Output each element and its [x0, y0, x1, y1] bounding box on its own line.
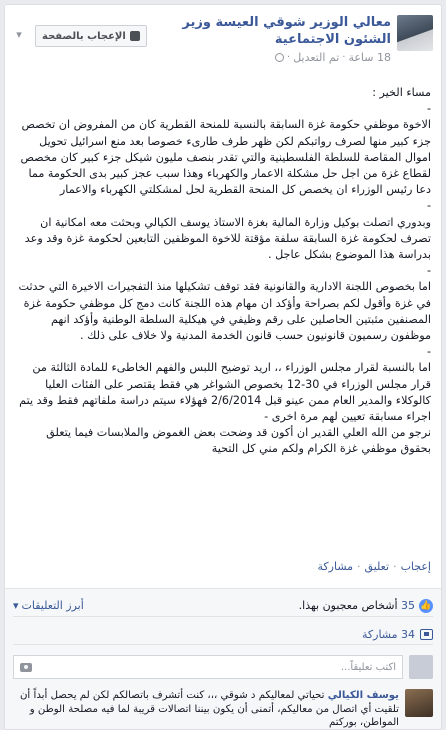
feedback-section [5, 588, 441, 729]
comment-placeholder: اكتب تعليقاً... [340, 661, 396, 673]
post-text [17, 85, 431, 458]
post-header [5, 5, 441, 79]
commenter-avatar[interactable] [405, 689, 433, 717]
like-link[interactable]: إعجاب [400, 560, 431, 573]
comment-body [13, 689, 399, 730]
globe-icon[interactable] [275, 53, 284, 62]
comment-composer [13, 652, 433, 682]
page-avatar[interactable] [397, 15, 433, 51]
post-separator: - [426, 345, 431, 359]
share-icon [420, 629, 433, 640]
thumb-up-icon [130, 31, 140, 41]
post-paragraph: نرجو من الله العلي القدير ان أكون قد وضحت بعض الغموض والملابسات فيما يتعلق بحقوق موظفي غزة الكرام ولكم مني كل التحية [46, 426, 431, 456]
comment-author[interactable]: يوسف الكيالي [327, 690, 399, 701]
post-card [4, 4, 442, 730]
likes-row [13, 595, 433, 617]
comment-text: تحياتي لمعاليكم د شوقي ،،، كنت أتشرف باتصالكم لكن لم يحصل أبداً أن تلقيت أي اتصال من معاليكم، أتمنى أن يكون بيننا اتصالات قريبة لما فيه مصلحة الوطن و المواطن، بوركتم [19, 690, 399, 728]
chevron-down-icon: ▾ [13, 599, 19, 612]
meta-separator: · [342, 52, 346, 63]
post-meta [275, 51, 391, 64]
timestamp[interactable]: 18 ساعة [348, 51, 391, 64]
action-separator: · [393, 560, 397, 573]
top-comments-dropdown[interactable] [13, 599, 84, 612]
comment-link[interactable]: تعليق [364, 560, 390, 573]
comment-item [13, 689, 433, 730]
edited-label[interactable]: تم التعديل [293, 51, 340, 64]
post-separator: - [426, 199, 431, 213]
share-link[interactable]: مشاركة [317, 560, 354, 573]
likes-summary[interactable] [299, 599, 433, 613]
like-page-button[interactable] [35, 25, 147, 47]
shares-count: 34 مشاركة [362, 628, 415, 641]
comment-input[interactable] [13, 655, 403, 679]
camera-icon[interactable] [20, 663, 32, 672]
meta-separator: · [287, 52, 291, 63]
like-page-label: الإعجاب بالصفحة [42, 30, 126, 42]
post-paragraph: اما بالنسبة لقرار مجلس الوزراء ،، اريد توضيح اللبس والفهم الخاطىء للمادة الثالثة من قرار مجلس الوزراء في 30-12 بخصوص الشواغر هي فقط يقتصر على الفئات العليا كالوكلاء والمدير العام ممن عينو قبل 2/6/2014 فهؤلاء سيتم دراسة ملفاتهم فقط وقد يتم اجراء مسابقة تعيين لهم مرة اخرى - [19, 361, 431, 424]
post-greeting: مساء الخير : [372, 86, 431, 99]
viewer-avatar [409, 655, 433, 679]
chevron-down-icon[interactable]: ▾ [16, 28, 22, 41]
action-separator: · [357, 560, 361, 573]
post-paragraph: اما بخصوص اللجنة الادارية والقانونية فقد توقف تشكيلها منذ التفجيرات الاخيرة التي حدثت في غزة وأقول لكم بصراحة وأؤكد ان مهام هذه اللجنة كانت دمج كل موظفي حكومة غزة المصنفين مثبتين الحاصلين على رقم وظيفي في هيكلية السلطة الوطنية وأؤكد انهم موظفون رسميون قانونيون حسب قانون الخدمة المدنية ولا خلاف على ذلك . [18, 280, 431, 343]
page-name-link[interactable]: معالي الوزير شوقي العيسة وزير الشئون الاجتماعية [182, 15, 391, 47]
post-paragraph: وبدوري اتصلت بوكيل وزارة المالية بغزة الاستاذ يوسف الكيالي وبحثت معه امكانية ان تصرف لحكومة غزة السابقة سلفة مؤقتة للاخوة الموظفين التابعين لحكومة غزة وقد وعد بدراسة هذا الموضوع بشكل عاجل . [24, 215, 431, 262]
shares-row[interactable] [13, 625, 433, 645]
top-comments-label: أبرز التعليقات [21, 599, 84, 612]
likes-suffix: أشخاص معجبون بهذا. [298, 599, 398, 612]
likes-count[interactable]: 35 [401, 599, 415, 612]
likes-text [299, 599, 415, 612]
post-separator: - [426, 264, 431, 278]
post-paragraph: الاخوة موظفي حكومة غزة السابقة بالنسبة للمنحة القطرية كان من المفروض ان تخصص جزء كبير منها لصرف رواتبكم لكن ظهر طرف طارىء خصوصا بعد منع اسرائيل تحويل اموال المقاصة للسلطة الفلسطينية والتي تقدر بنصف مليون شيكل جزء كبير كان مخصص لقطاع غزة من اجل حل مشكلة الاعمار والكهرباء وهذا سبب عجز كبير بدى الحكومة مما دعا رئيس الوزراء ان يخصص كل المنحة القطرية لحل لمشكلتي الكهرباء والاعمار [20, 118, 431, 197]
like-icon: 👍 [420, 600, 432, 611]
post-actions [318, 560, 431, 573]
post-separator: - [426, 102, 431, 116]
